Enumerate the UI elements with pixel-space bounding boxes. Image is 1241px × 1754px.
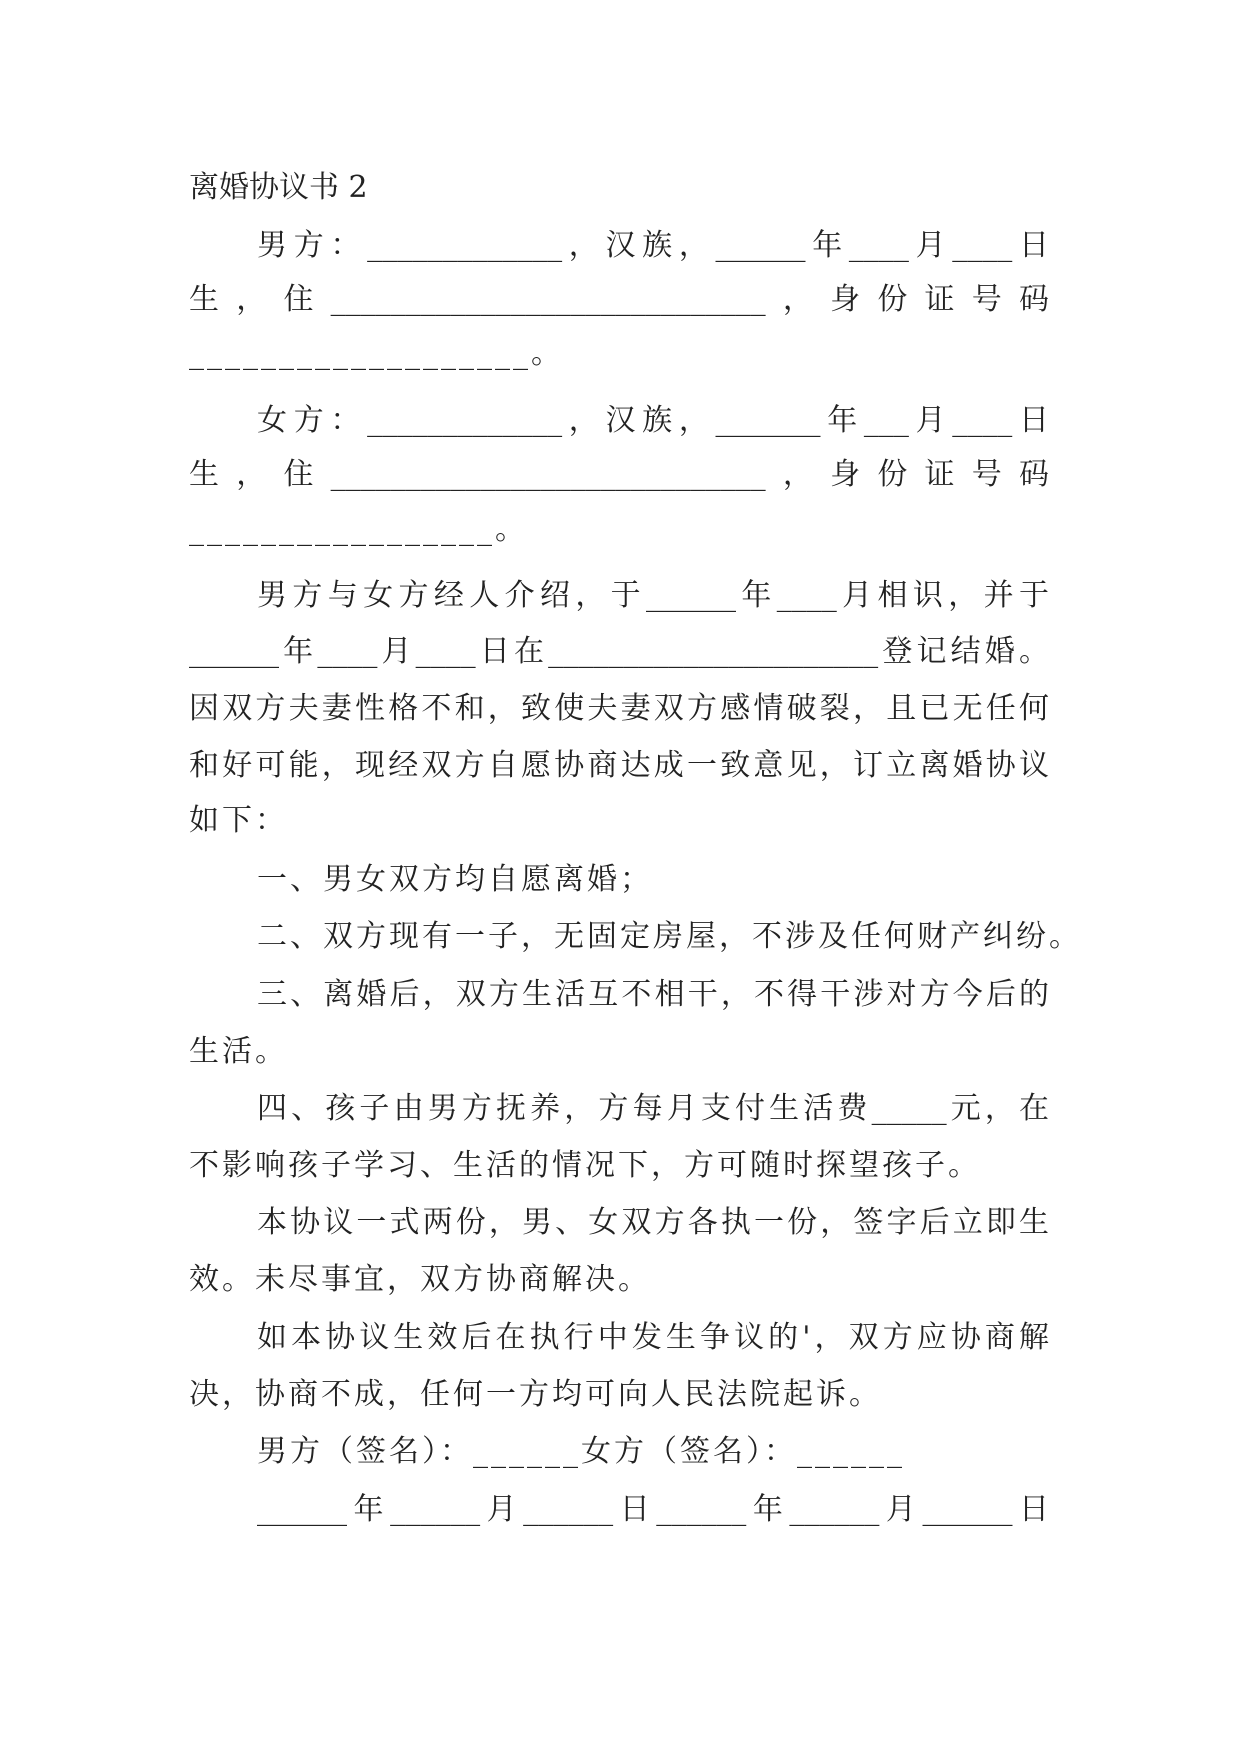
- intro-line-2: ______年____月____日在______________________登记结婚。: [189, 634, 1049, 669]
- clause-1: 一、男女双方均自愿离婚；: [257, 862, 653, 897]
- clause-4-line-1: 四、孩子由男方抚养，方每月支付生活费_____元，在: [257, 1091, 1049, 1126]
- copies-line-1: 本协议一式两份，男、女双方各执一份，签字后立即生: [257, 1205, 1049, 1240]
- female-info-line-1: 女方：_____________，汉族，_______年___月____日: [257, 403, 1049, 438]
- signature-line: 男方（签名）：______女方（签名）：______: [257, 1434, 905, 1469]
- copies-line-2: 效。未尽事宜，双方协商解决。: [189, 1262, 651, 1297]
- female-info-line-3: _________________。: [189, 512, 528, 547]
- female-info-line-2: 生，住_____________________________，身份证号码: [189, 457, 1049, 492]
- male-info-line-1: 男方：_____________，汉族，______年____月____日: [257, 228, 1049, 263]
- clause-3-line-1: 三、离婚后，双方生活互不相干，不得干涉对方今后的: [257, 977, 1049, 1012]
- document-title: 离婚协议书 2: [189, 170, 368, 205]
- intro-line-4: 和好可能，现经双方自愿协商达成一致意见，订立离婚协议: [189, 748, 1049, 783]
- clause-4-line-2: 不影响孩子学习、生活的情况下，方可随时探望孩子。: [189, 1148, 981, 1183]
- intro-line-3: 因双方夫妻性格不和，致使夫妻双方感情破裂，且已无任何: [189, 691, 1049, 726]
- clause-3-line-2: 生活。: [189, 1034, 288, 1069]
- intro-line-5: 如下：: [189, 803, 288, 838]
- male-info-line-2: 生，住_____________________________，身份证号码: [189, 282, 1049, 317]
- dispute-line-1: 如本协议生效后在执行中发生争议的'，双方应协商解: [257, 1320, 1049, 1355]
- intro-line-1: 男方与女方经人介绍，于______年____月相识，并于: [257, 578, 1049, 613]
- dispute-line-2: 决，协商不成，任何一方均可向人民法院起诉。: [189, 1377, 882, 1412]
- male-info-line-3: ___________________。: [189, 336, 564, 371]
- date-line: ______年______月______日______年______月______日: [257, 1492, 1049, 1527]
- clause-2: 二、双方现有一子，无固定房屋，不涉及任何财产纠纷。: [257, 919, 1082, 954]
